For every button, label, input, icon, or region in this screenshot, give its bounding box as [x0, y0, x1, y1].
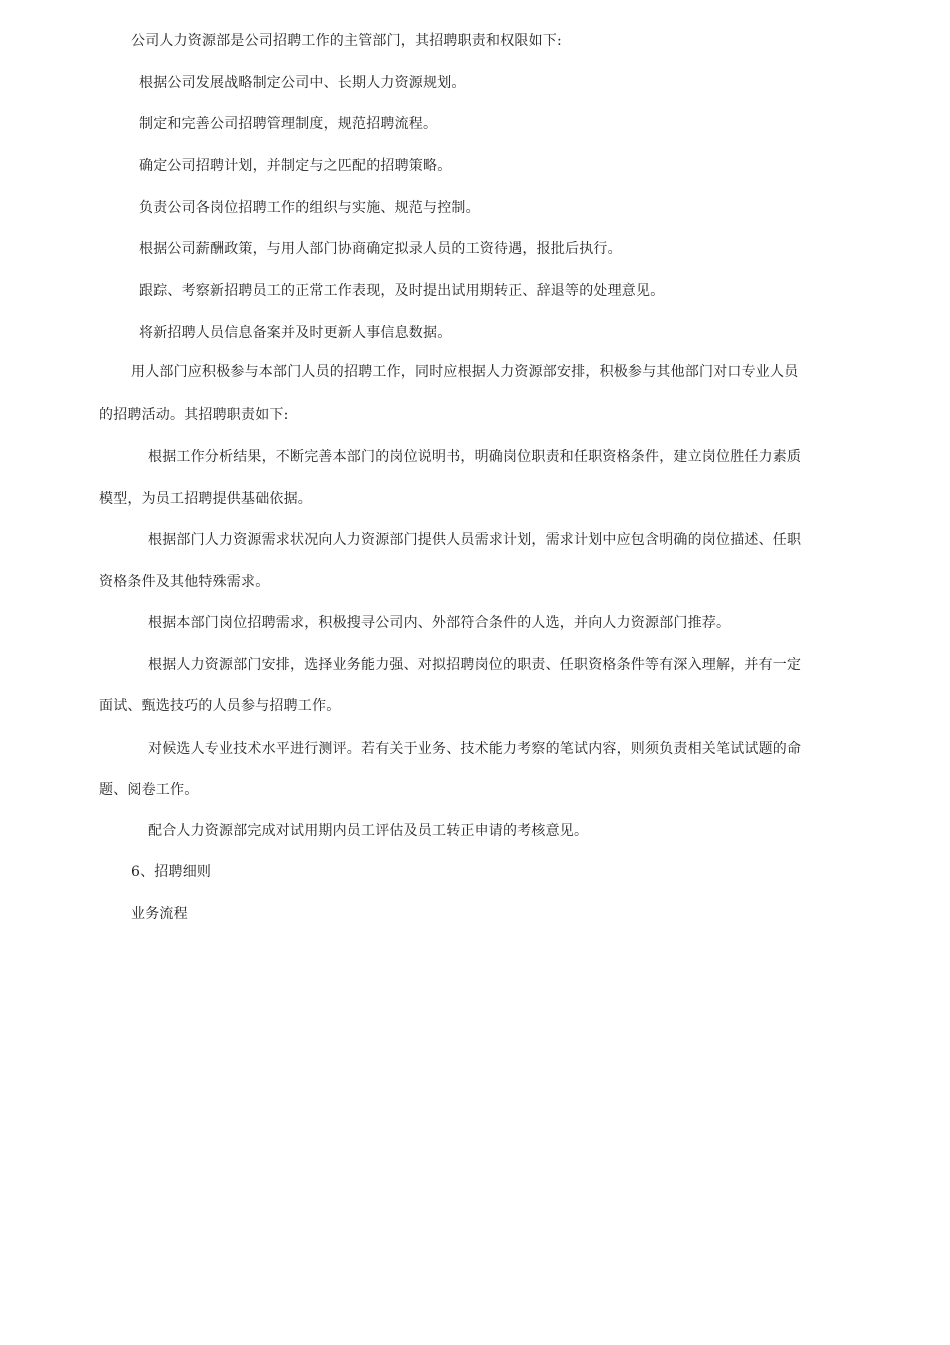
- hr-duty-item: 根据公司发展战略制定公司中、长期人力资源规划。: [139, 75, 466, 91]
- hr-duty-item: 根据公司薪酬政策，与用人部门协商确定拟录人员的工资待遇，报批后执行。: [139, 241, 622, 257]
- dept-duty-item-line-2: 模型，为员工招聘提供基础依据。: [99, 491, 312, 507]
- dept-duty-item-line-2: 资格条件及其他特殊需求。: [99, 574, 270, 590]
- dept-duty-item-line-2: 面试、甄选技巧的人员参与招聘工作。: [99, 698, 341, 714]
- dept-duty-item-line-1: 根据本部门岗位招聘需求，积极搜寻公司内、外部符合条件的人选，并向人力资源部门推荐。: [148, 615, 731, 631]
- section-heading: 6、招聘细则: [131, 864, 212, 880]
- hr-duty-item: 将新招聘人员信息备案并及时更新人事信息数据。: [139, 325, 452, 341]
- dept-duty-item-line-1: 根据工作分析结果，不断完善本部门的岗位说明书，明确岗位职责和任职资格条件，建立岗位胜任力素质: [148, 449, 802, 465]
- dept-intro-line-2: 的招聘活动。其招聘职责如下:: [99, 407, 289, 423]
- dept-duty-item-line-1: 根据人力资源部门安排，选择业务能力强、对拟招聘岗位的职责、任职资格条件等有深入理解，并有一定: [148, 657, 802, 673]
- subsection-heading: 业务流程: [131, 906, 188, 922]
- dept-duty-item-line-1: 配合人力资源部完成对试用期内员工评估及员工转正申请的考核意见。: [148, 823, 589, 839]
- hr-duty-item: 制定和完善公司招聘管理制度，规范招聘流程。: [139, 116, 438, 132]
- dept-duty-item-line-2: 题、阅卷工作。: [99, 782, 199, 798]
- dept-intro-line-1: 用人部门应积极参与本部门人员的招聘工作，同时应根据人力资源部安排，积极参与其他部门对口专业人员: [131, 364, 799, 380]
- hr-duty-item: 负责公司各岗位招聘工作的组织与实施、规范与控制。: [139, 200, 480, 216]
- hr-intro-paragraph: 公司人力资源部是公司招聘工作的主管部门，其招聘职责和权限如下:: [131, 33, 562, 49]
- hr-duty-item: 确定公司招聘计划，并制定与之匹配的招聘策略。: [139, 158, 452, 174]
- dept-duty-item-line-1: 根据部门人力资源需求状况向人力资源部门提供人员需求计划，需求计划中应包含明确的岗位描述、任职: [148, 532, 802, 548]
- dept-duty-item-line-1: 对候选人专业技术水平进行测评。若有关于业务、技术能力考察的笔试内容，则须负责相关笔试试题的命: [148, 741, 802, 757]
- hr-duty-item: 跟踪、考察新招聘员工的正常工作表现，及时提出试用期转正、辞退等的处理意见。: [139, 283, 665, 299]
